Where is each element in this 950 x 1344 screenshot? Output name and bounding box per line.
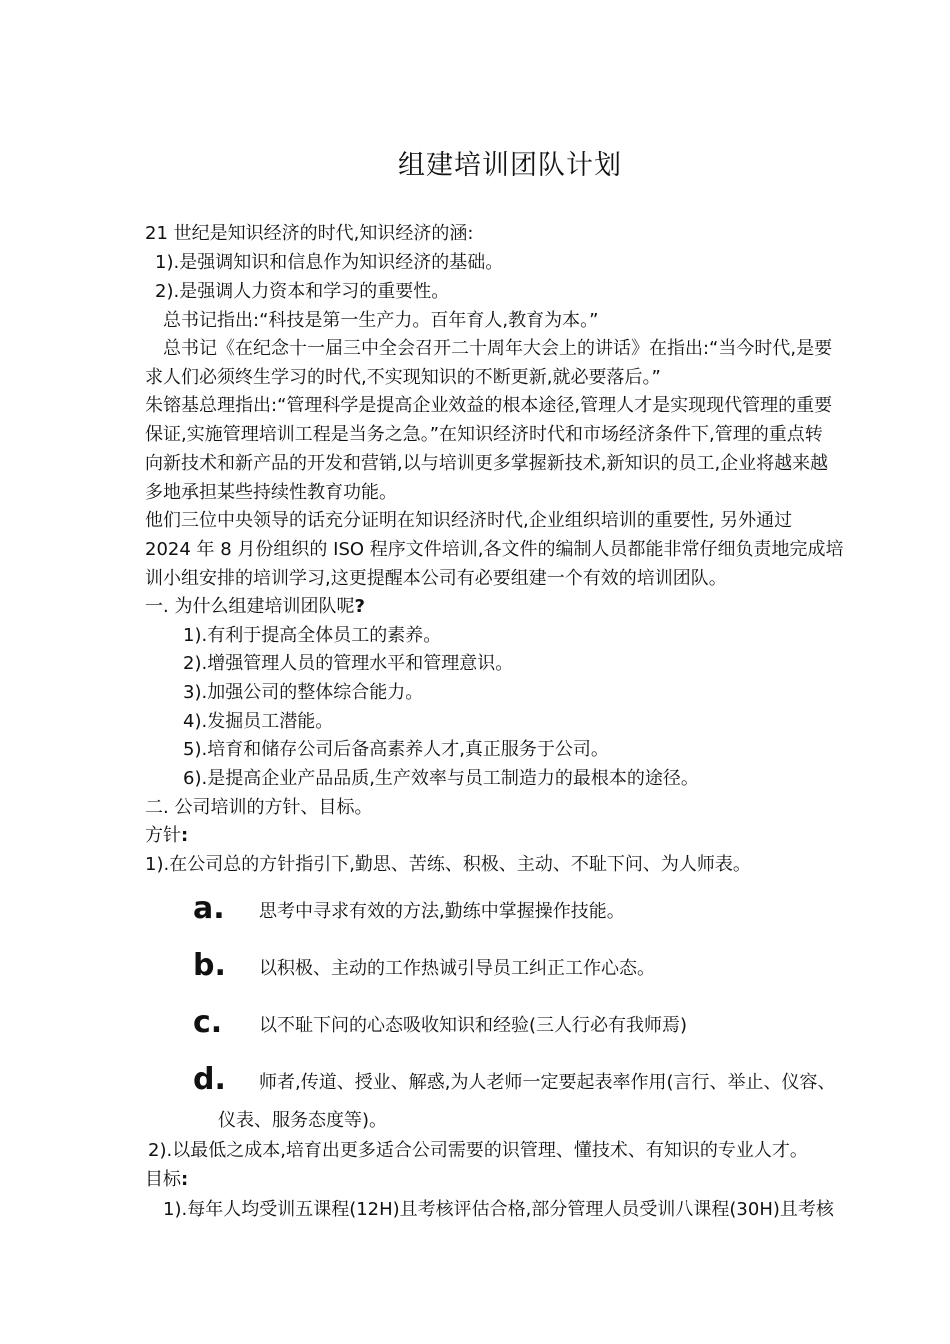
intro-line-2: 1).是强调知识和信息作为知识经济的基础。	[155, 252, 504, 273]
section2-heading: 二. 公司培训的方针、目标。	[145, 797, 373, 818]
intro-line-9: 向新技术和新产品的开发和营销,以与培训更多掌握新技术,新知识的员工,企业将越来越	[145, 453, 829, 474]
question-mark: ?	[354, 596, 365, 617]
goal-item-1: 1).每年人均受训五课程(12H)且考核评估合格,部分管理人员受训八课程(30H)且考核	[163, 1199, 834, 1220]
letter-a-text: 思考中寻求有效的方法,勤练中掌握操作技能。	[259, 901, 625, 922]
letter-c-text: 以不耻下问的心态吸收知识和经验(三人行必有我师焉)	[259, 1015, 688, 1036]
intro-line-7: 朱镕基总理指出:“管理科学是提高企业效益的根本途径,管理人才是实现现代管理的重要	[145, 395, 833, 416]
section1-item-4: 4).发掘员工潜能。	[183, 711, 334, 732]
section1-item-3: 3).加强公司的整体综合能力。	[183, 682, 424, 703]
intro-line-3: 2).是强调人力资本和学习的重要性。	[155, 281, 450, 302]
policy-item-1: 1).在公司总的方针指引下,勤思、苦练、积极、主动、不耻下问、为人师表。	[145, 854, 751, 875]
intro-line-13: 训小组安排的培训学习,这更提醒本公司有必要组建一个有效的培训团队。	[145, 568, 727, 589]
letter-b-marker: b.	[193, 948, 226, 983]
intro-line-10: 多地承担某些持续性教育功能。	[145, 482, 397, 503]
letter-d-marker: d.	[193, 1062, 226, 1097]
section1-item-2: 2).增强管理人员的管理水平和管理意识。	[183, 653, 514, 674]
intro-line-1: 21 世纪是知识经济的时代,知识经济的涵:	[145, 223, 474, 244]
section1-item-6: 6).是提高企业产品品质,生产效率与员工制造力的最根本的途径。	[183, 768, 699, 789]
intro-line-12: 2024 年 8 月份组织的 ISO 程序文件培训,各文件的编制人员都能非常仔细负责地完成培	[145, 539, 844, 560]
intro-line-5: 总书记《在纪念十一届三中全会召开二十周年大会上的讲话》在指出:“当今时代,是要	[163, 338, 833, 359]
letter-a-marker: a.	[193, 891, 225, 926]
letter-c-marker: c.	[193, 1005, 223, 1040]
intro-line-4: 总书记指出:“科技是第一生产力。百年育人,教育为本。”	[163, 310, 599, 331]
section1-heading: 一. 为什么组建培训团队呢?	[145, 596, 365, 617]
policy-label: 方针:	[145, 825, 189, 846]
section1-item-5: 5).培育和储存公司后备高素养人才,真正服务于公司。	[183, 739, 609, 760]
letter-d-text: 师者,传道、授业、解惑,为人老师一定要起表率作用(言行、举止、仪容、	[259, 1072, 836, 1093]
intro-line-6: 求人们必须终生学习的时代,不实现知识的不断更新,就必要落后。”	[145, 367, 661, 388]
intro-line-11: 他们三位中央领导的话充分证明在知识经济时代,企业组织培训的重要性, 另外通过	[145, 510, 793, 531]
letter-b-text: 以积极、主动的工作热诚引导员工纠正工作心态。	[259, 958, 655, 979]
section1-item-1: 1).有利于提高全体员工的素养。	[183, 625, 442, 646]
intro-line-8: 保证,实施管理培训工程是当务之急。”在知识经济时代和市场经济条件下,管理的重点转	[145, 424, 823, 445]
policy-item-2: 2).以最低之成本,培育出更多适合公司需要的识管理、懂技术、有知识的专业人才。	[148, 1140, 808, 1161]
goal-label: 目标:	[145, 1169, 189, 1190]
document-title: 组建培训团队计划	[398, 150, 622, 181]
letter-d-continuation: 仪表、服务态度等)。	[218, 1110, 388, 1131]
